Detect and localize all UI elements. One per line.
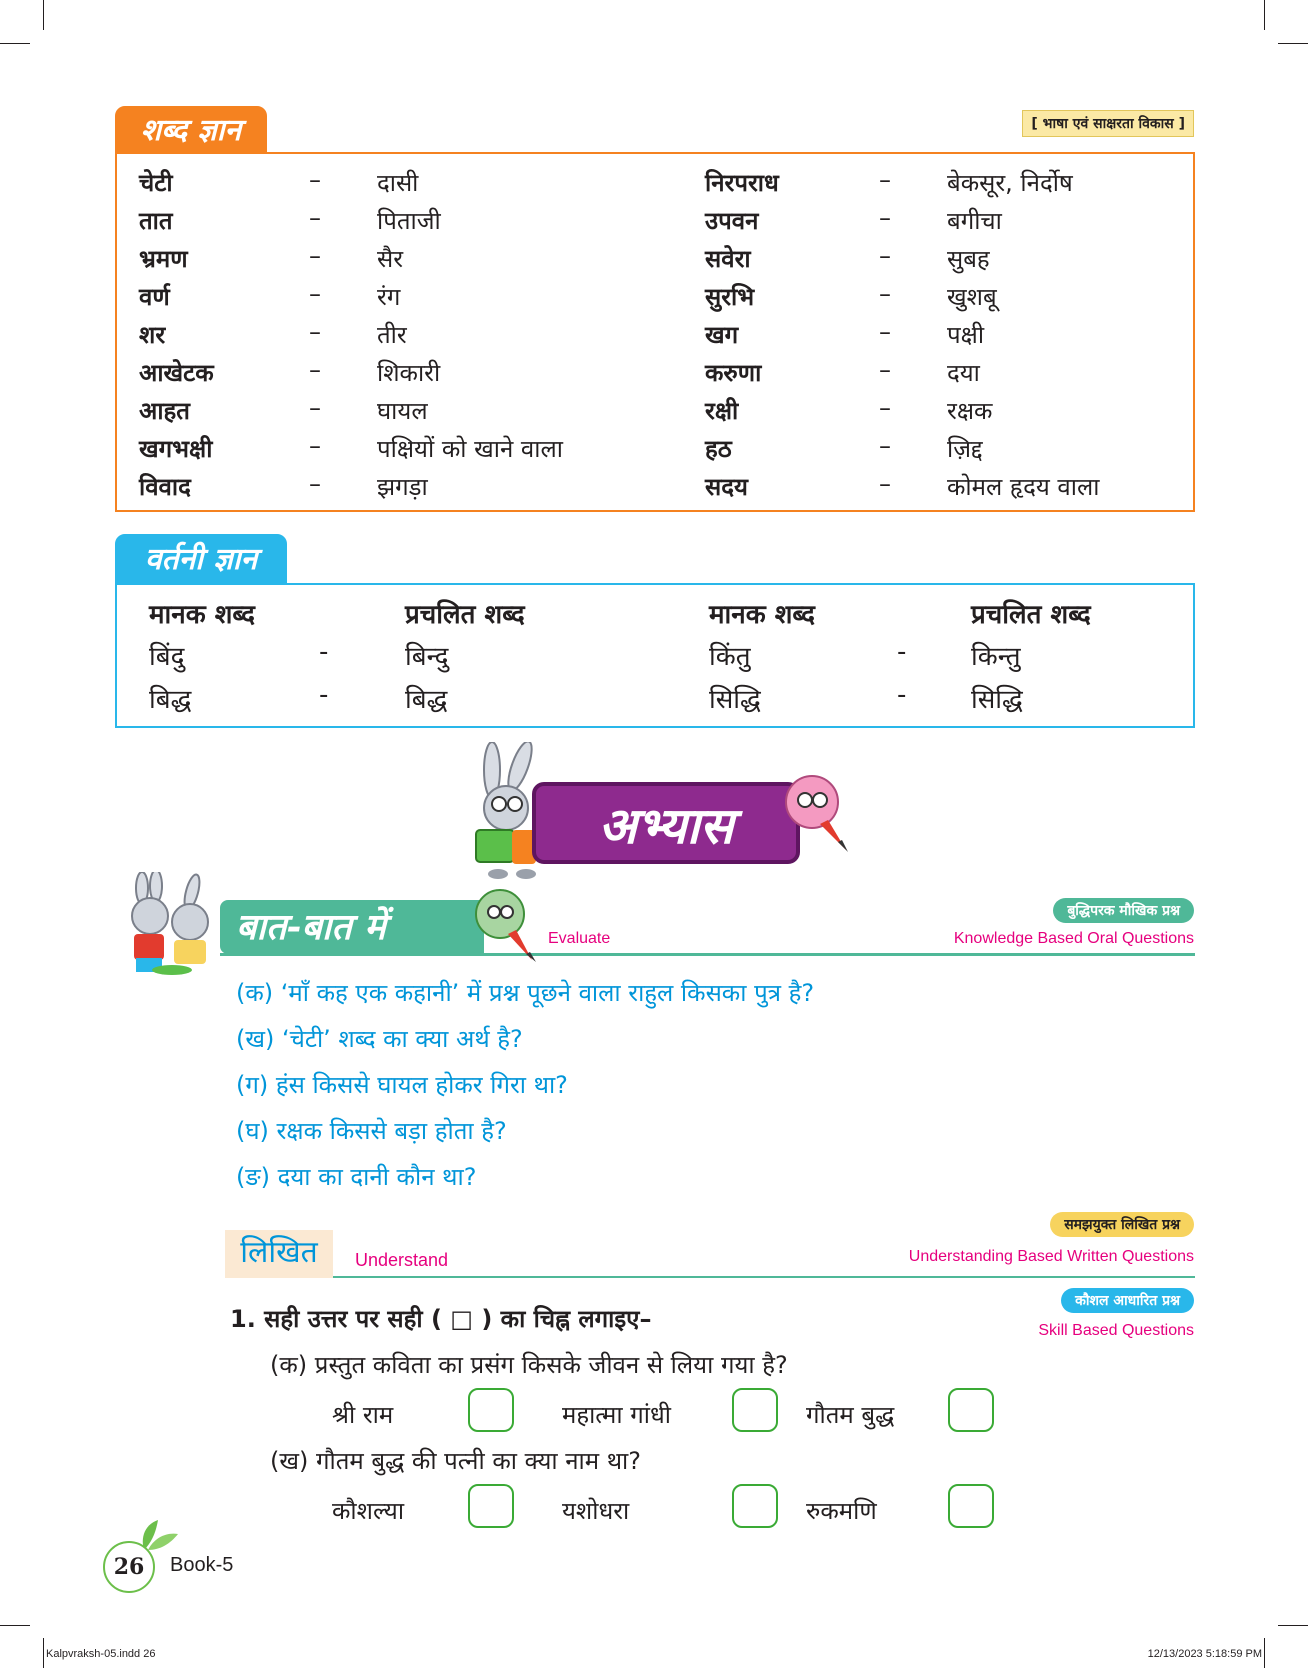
vocab-word: आखेटक <box>139 359 214 387</box>
vocab-word: करुणा <box>705 359 762 387</box>
crop-mark <box>43 0 44 30</box>
spelling-row <box>117 680 1193 722</box>
vocab-row <box>117 356 1193 394</box>
file-slug: Kalpvraksh-05.indd 26 <box>46 1648 156 1660</box>
pencil-mascot-icon <box>780 770 852 852</box>
option-label: यशोधरा <box>562 1497 630 1525</box>
vocab-meaning: ज़िद्द <box>947 435 983 463</box>
vocab-meaning: खुशबू <box>947 283 997 311</box>
dash: – <box>309 166 321 194</box>
vocab-meaning: रंग <box>377 283 401 311</box>
dash: – <box>879 166 891 194</box>
oral-question: (क) ‘माँ कह एक कहानी’ में प्रश्न पूछने वाला राहुल किसका पुत्र है? <box>236 979 815 1007</box>
dash: – <box>879 204 891 232</box>
oral-question-caption: Knowledge Based Oral Questions <box>953 930 1194 947</box>
dash: - <box>319 680 329 710</box>
vocabulary-box <box>115 152 1195 512</box>
vocab-word: सदय <box>705 473 748 501</box>
question-1: 1. सही उत्तर पर सही ( □ ) का चिह्न लगाइए– <box>230 1305 652 1333</box>
dash: - <box>319 637 329 667</box>
dash: – <box>309 204 321 232</box>
vocab-word: रक्षी <box>705 397 739 425</box>
oral-question: (घ) रक्षक किससे बड़ा होता है? <box>236 1117 507 1145</box>
vocab-word: आहत <box>139 397 190 425</box>
vocab-meaning: बेकसूर, निर्दोष <box>947 169 1073 197</box>
spelling-row <box>117 637 1193 679</box>
vocab-meaning: रक्षक <box>947 397 993 425</box>
vocab-word: सवेरा <box>705 245 751 273</box>
page-number: 26 <box>103 1541 155 1593</box>
dash: - <box>897 680 907 710</box>
oral-question: (ग) हंस किससे घायल होकर गिरा था? <box>236 1071 568 1099</box>
vocab-meaning: पक्षी <box>947 321 985 349</box>
option-label: महात्मा गांधी <box>562 1401 671 1429</box>
vocab-word: खग <box>705 321 739 349</box>
written-question-badge: समझयुक्त लिखित प्रश्न <box>1050 1212 1194 1237</box>
pencil-mascot-icon <box>470 884 538 962</box>
vocab-word: सुरभि <box>705 283 755 311</box>
dash: – <box>309 280 321 308</box>
shabd-gyan-heading: शब्द ज्ञान <box>115 106 267 154</box>
skill-question-badge: कौशल आधारित प्रश्न <box>1061 1288 1194 1313</box>
column-header: प्रचलित शब्द <box>405 600 525 630</box>
vocab-word: तात <box>139 207 173 235</box>
dash: – <box>879 470 891 498</box>
answer-checkbox[interactable] <box>468 1484 514 1528</box>
vocab-row <box>117 204 1193 242</box>
dash: – <box>879 356 891 384</box>
vocab-word: वर्ण <box>139 283 170 311</box>
oral-question: (ङ) दया का दानी कौन था? <box>236 1163 477 1191</box>
standard-word: किंतु <box>709 642 751 672</box>
answer-checkbox[interactable] <box>948 1484 994 1528</box>
section-divider <box>220 953 1195 956</box>
evaluate-label: Evaluate <box>548 930 611 947</box>
spelling-box <box>115 583 1195 728</box>
option-label: गौतम बुद्ध <box>806 1401 895 1429</box>
vocab-meaning: शिकारी <box>377 359 441 387</box>
vocab-row <box>117 394 1193 432</box>
standard-word: सिद्धि <box>709 685 761 715</box>
dash: – <box>879 242 891 270</box>
dash: – <box>879 394 891 422</box>
vocab-row <box>117 318 1193 356</box>
oral-question-badge: बुद्धिपरक मौखिक प्रश्न <box>1053 898 1194 923</box>
dash: – <box>309 356 321 384</box>
print-timestamp: 12/13/2023 5:18:59 PM <box>1147 1648 1262 1660</box>
vocab-row <box>117 166 1193 204</box>
dash: – <box>309 394 321 422</box>
vocab-word: शर <box>139 321 166 349</box>
option-label: श्री राम <box>332 1401 394 1429</box>
common-word: बिन्दु <box>405 642 449 672</box>
standard-word: बिंदु <box>149 642 185 672</box>
crop-mark <box>1264 0 1265 30</box>
crop-mark <box>1278 1625 1308 1626</box>
vocab-row <box>117 242 1193 280</box>
vocab-word: निरपराध <box>705 169 779 197</box>
vocab-meaning: सुबह <box>947 245 990 273</box>
sub-question-a: (क) प्रस्तुत कविता का प्रसंग किसके जीवन से लिया गया है? <box>270 1351 788 1379</box>
column-header: मानक शब्द <box>709 600 815 630</box>
rabbits-talking-illustration <box>112 872 224 976</box>
spelling-header-row <box>117 595 1193 637</box>
column-header: मानक शब्द <box>149 600 255 630</box>
oral-question: (ख) ‘चेटी’ शब्द का क्या अर्थ है? <box>236 1025 523 1053</box>
dash: – <box>309 318 321 346</box>
vocab-word: हठ <box>705 435 732 463</box>
vocab-meaning: कोमल हृदय वाला <box>947 473 1100 501</box>
vocab-word: चेटी <box>139 169 173 197</box>
likhit-heading: लिखित <box>225 1230 333 1278</box>
crop-mark <box>0 43 30 44</box>
book-label: Book-5 <box>170 1554 234 1576</box>
sub-question-b: (ख) गौतम बुद्ध की पत्नी का क्या नाम था? <box>270 1447 642 1475</box>
vocab-meaning: बगीचा <box>947 207 1002 235</box>
vocab-meaning: दासी <box>377 169 419 197</box>
answer-checkbox[interactable] <box>468 1388 514 1432</box>
written-question-caption: Understanding Based Written Questions <box>908 1248 1194 1265</box>
vartani-gyan-heading: वर्तनी ज्ञान <box>115 534 287 584</box>
dash: – <box>309 432 321 460</box>
vocab-word: विवाद <box>139 473 191 501</box>
vocab-row <box>117 280 1193 318</box>
vocab-word: खगभक्षी <box>139 435 213 463</box>
crop-mark <box>1278 43 1308 44</box>
vocab-row <box>117 432 1193 470</box>
literacy-tag: [ भाषा एवं साक्षरता विकास ] <box>1022 110 1194 137</box>
dash: – <box>879 432 891 460</box>
skill-question-caption: Skill Based Questions <box>1038 1322 1194 1339</box>
dash: – <box>309 242 321 270</box>
common-word: सिद्धि <box>971 685 1023 715</box>
answer-checkbox[interactable] <box>732 1484 778 1528</box>
crop-mark <box>1264 1638 1265 1668</box>
dash: – <box>879 280 891 308</box>
column-header: प्रचलित शब्द <box>971 600 1091 630</box>
section-divider <box>333 1276 1195 1278</box>
vocab-row <box>117 470 1193 508</box>
vocab-word: उपवन <box>705 207 759 235</box>
vocab-meaning: सैर <box>377 245 404 273</box>
vocab-word: भ्रमण <box>139 245 188 273</box>
common-word: किन्तु <box>971 642 1021 672</box>
answer-checkbox[interactable] <box>948 1388 994 1432</box>
vocab-meaning: झगड़ा <box>377 473 428 501</box>
vocab-meaning: दया <box>947 359 980 387</box>
crop-mark <box>43 1638 44 1668</box>
option-label: कौशल्या <box>332 1497 405 1525</box>
vocab-meaning: पिताजी <box>377 207 441 235</box>
standard-word: बिद्ध <box>149 685 192 715</box>
answer-checkbox[interactable] <box>732 1388 778 1432</box>
vocab-meaning: पक्षियों को खाने वाला <box>377 435 563 463</box>
understand-label: Understand <box>355 1250 449 1270</box>
vocab-meaning: घायल <box>377 397 428 425</box>
baat-baat-heading: बात-बात में <box>220 900 484 954</box>
dash: – <box>879 318 891 346</box>
option-label: रुकमणि <box>806 1497 877 1525</box>
dash: – <box>309 470 321 498</box>
common-word: बिद्ध <box>405 685 448 715</box>
crop-mark <box>0 1625 30 1626</box>
vocab-meaning: तीर <box>377 321 407 349</box>
dash: - <box>897 637 907 667</box>
abhyas-heading: अभ्यास <box>532 782 800 864</box>
